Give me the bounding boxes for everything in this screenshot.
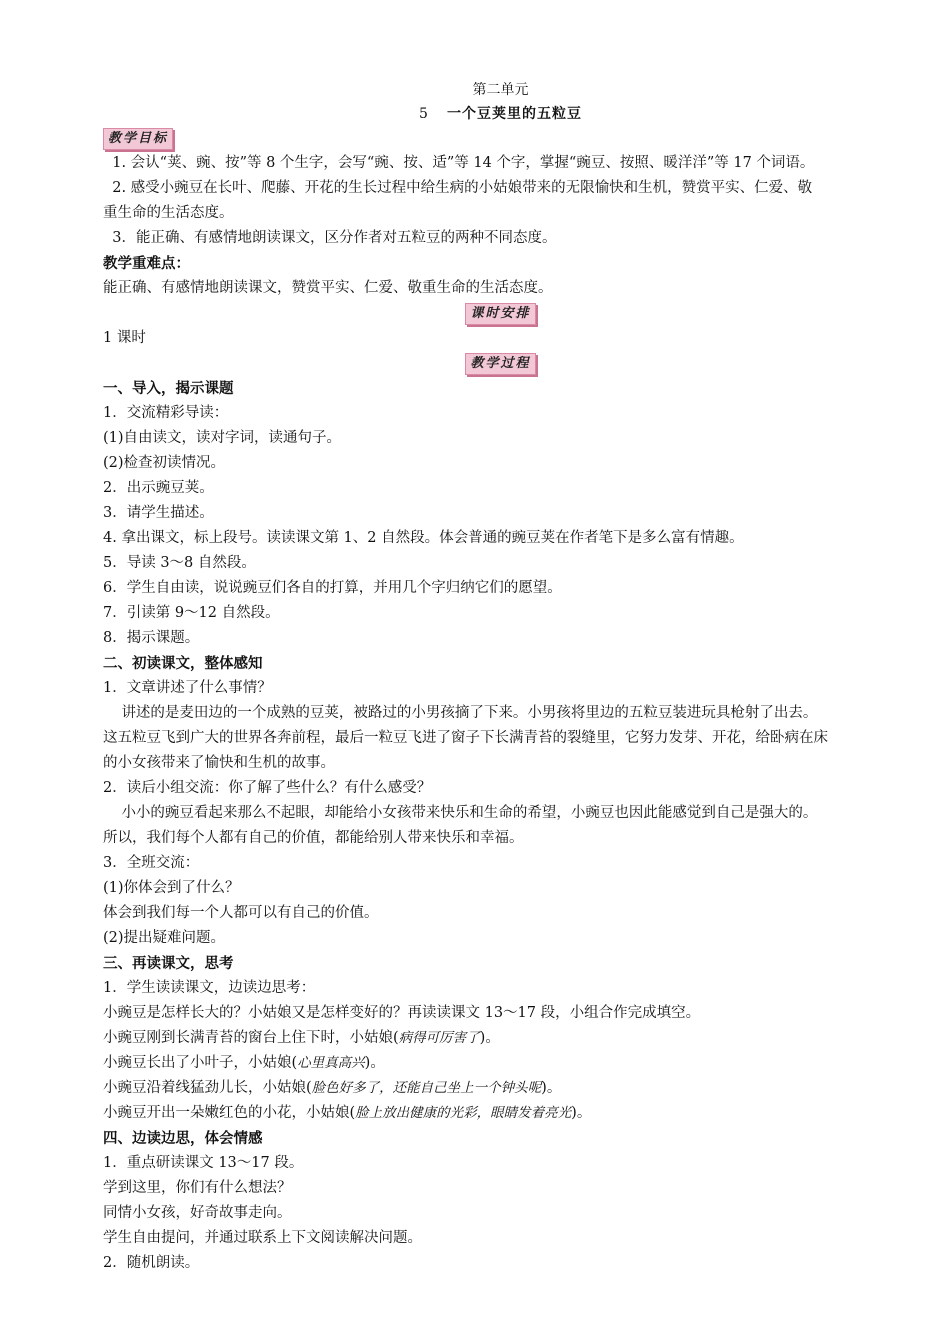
- process-badge: 教学过程: [465, 353, 535, 375]
- list-item: (2)提出疑难问题。: [103, 930, 226, 946]
- list-item: (1)自由读文，读对字词，读通句子。: [103, 430, 342, 446]
- fill-blank-line: 小豌豆开出一朵嫩红色的小花，小姑娘(脸上放出健康的光彩，眼睛发着亮光)。: [103, 1105, 592, 1121]
- list-item: 7．引读第 9～12 自然段。: [103, 605, 280, 621]
- paragraph-line: 讲述的是麦田边的一个成熟的豆荚，被路过的小男孩摘了下来。小男孩将里边的五粒豆装进玩具枪射了出去。: [121, 705, 818, 721]
- goal-line: 2. 感受小豌豆在长叶、爬藤、开花的生长过程中给生病的小姑娘带来的无限愉快和生机，赞赏平实、仁爱、敬: [112, 180, 813, 196]
- key-points-heading: 教学重难点：: [103, 255, 190, 272]
- list-item: 3．请学生描述。: [103, 505, 214, 521]
- goal-line: 3．能正确、有感情地朗读课文，区分作者对五粒豆的两种不同态度。: [112, 230, 557, 246]
- list-item: 1．学生读读课文，边读边思考：: [103, 980, 316, 996]
- fill-answer: 脸色好多了，还能自己坐上一个钟头呢: [311, 1080, 542, 1096]
- paragraph-line: 的小女孩带来了愉快和生机的故事。: [103, 755, 335, 771]
- schedule-badge: 课时安排: [465, 303, 535, 325]
- list-item: 2．读后小组交流：你了解了些什么？有什么感受？: [103, 780, 432, 796]
- goal-line: 重生命的生活态度。: [103, 205, 234, 221]
- fill-answer: 病得可厉害了: [398, 1030, 480, 1046]
- list-item: (2)检查初读情况。: [103, 455, 226, 471]
- schedule-text: 1 课时: [103, 330, 146, 346]
- lesson-title: 一个豆荚里的五粒豆: [446, 106, 582, 122]
- lesson-number: 5: [419, 106, 429, 122]
- list-item: 4. 拿出课文，标上段号。读读课文第 1、2 自然段。体会普通的豌豆荚在作者笔下是多么富有情趣。: [103, 530, 744, 546]
- schedule-badge-row: [103, 301, 898, 326]
- list-item: 5．导读 3～8 自然段。: [103, 555, 256, 571]
- goals-badge: 教学目标: [103, 128, 173, 150]
- list-item: (1)你体会到了什么？: [103, 880, 240, 896]
- list-item: 学生自由提问，并通过联系上下文阅读解决问题。: [103, 1230, 422, 1246]
- list-item: 同情小女孩，好奇故事走向。: [103, 1205, 292, 1221]
- lesson-title-line: [103, 102, 898, 126]
- list-item: 1．重点研读课文 13～17 段。: [103, 1155, 304, 1171]
- list-item: 2．随机朗读。: [103, 1255, 200, 1271]
- list-item: 1．文章讲述了什么事情？: [103, 680, 272, 696]
- paragraph-line: 这五粒豆飞到广大的世界各奔前程，最后一粒豆飞进了窗子下长满青苔的裂缝里，它努力发芽、开花，给卧病在床: [103, 730, 828, 746]
- section-heading: 三、再读课文，思考: [103, 955, 234, 972]
- list-item: 体会到我们每一个人都可以有自己的价值。: [103, 905, 379, 921]
- fill-blank-line: 小豌豆沿着线猛劲儿长，小姑娘(脸色好多了，还能自己坐上一个钟头呢)。: [103, 1080, 562, 1096]
- list-item: 6．学生自由读，说说豌豆们各自的打算，并用几个字归纳它们的愿望。: [103, 580, 562, 596]
- list-item: 小豌豆是怎样长大的？小姑娘又是怎样变好的？再读读课文 13～17 段，小组合作完成填空。: [103, 1005, 701, 1021]
- lesson-plan: [103, 78, 898, 1276]
- section-heading: 四、边读边思，体会情感: [103, 1130, 263, 1147]
- paragraph-line: 小小的豌豆看起来那么不起眼，却能给小女孩带来快乐和生命的希望，小豌豆也因此能感觉到自己是强大的。: [121, 805, 818, 821]
- fill-blank-line: 小豌豆刚到长满青苔的窗台上住下时，小姑娘(病得可厉害了)。: [103, 1030, 500, 1046]
- fill-answer: 心里真高兴: [297, 1055, 365, 1071]
- list-item: 2．出示豌豆荚。: [103, 480, 214, 496]
- list-item: 3．全班交流：: [103, 855, 200, 871]
- fill-blank-line: 小豌豆长出了小叶子，小姑娘(心里真高兴)。: [103, 1055, 385, 1071]
- fill-answer: 脸上放出健康的光彩，眼睛发着亮光: [355, 1105, 572, 1121]
- key-points-text: 能正确、有感情地朗读课文，赞赏平实、仁爱、敬重生命的生活态度。: [103, 280, 553, 296]
- goals-badge-row: [103, 126, 898, 151]
- list-item: 学到这里，你们有什么想法？: [103, 1180, 292, 1196]
- list-item: 8．揭示课题。: [103, 630, 200, 646]
- goal-line: 1. 会认“荚、豌、按”等 8 个生字，会写“豌、按、适”等 14 个字，掌握“豌豆、按照、暖洋洋”等 17 个词语。: [112, 155, 815, 171]
- list-item: 1．交流精彩导读：: [103, 405, 229, 421]
- section-heading: 二、初读课文，整体感知: [103, 655, 263, 672]
- section-heading: 一、导入，揭示课题: [103, 380, 234, 397]
- process-badge-row: [103, 351, 898, 376]
- paragraph-line: 所以，我们每个人都有自己的价值，都能给别人带来快乐和幸福。: [103, 830, 524, 846]
- unit-title: 第二单元: [472, 82, 529, 98]
